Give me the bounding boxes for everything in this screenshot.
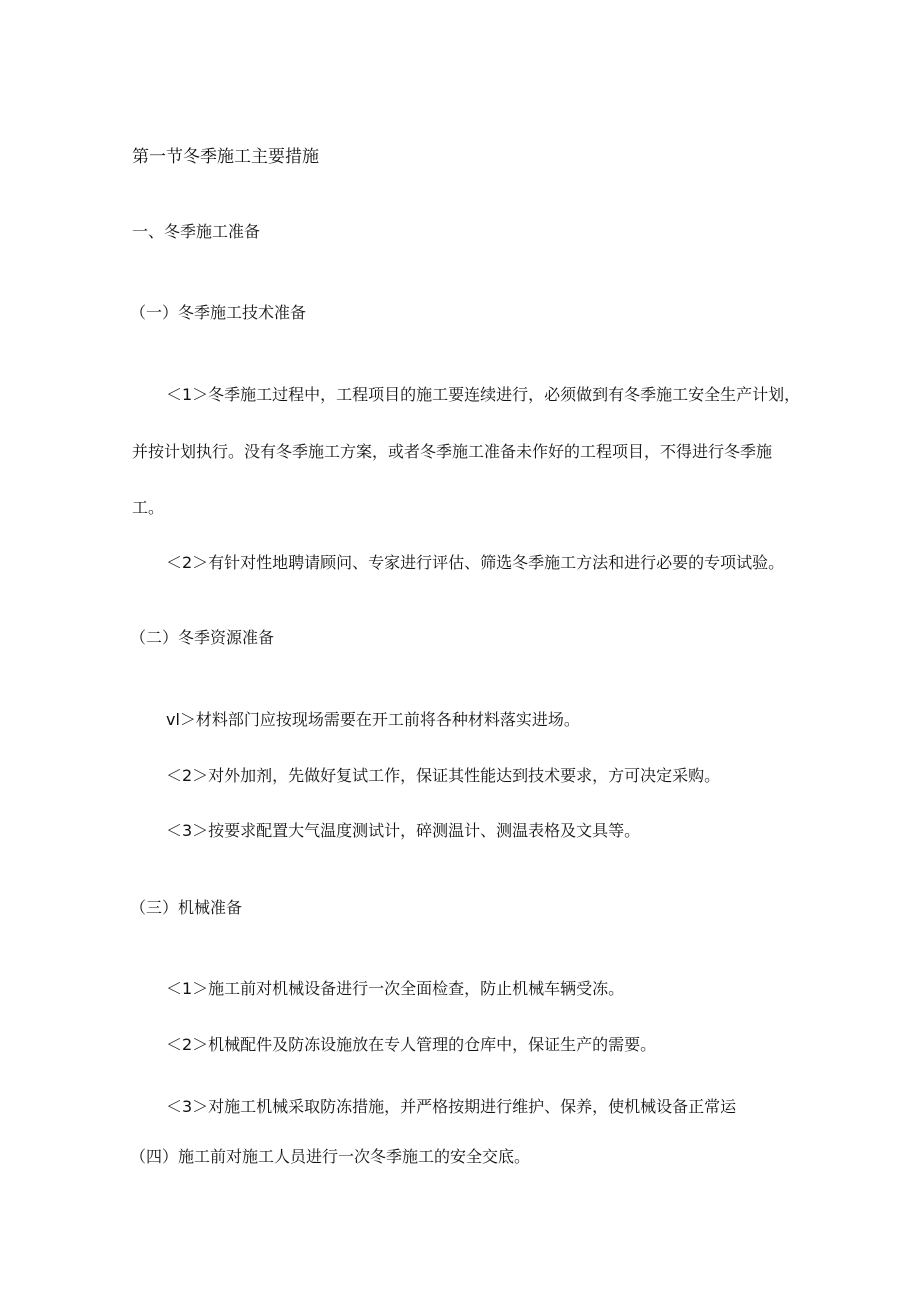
subsection-heading-1: （一）冬季施工技术准备: [130, 303, 307, 322]
section-heading-1: 一、冬季施工准备: [132, 222, 261, 241]
subsection-heading-3: （三）机械准备: [130, 898, 243, 917]
paragraph-2: ＜2＞有针对性地聘请顾问、专家进行评估、筛选冬季施工方法和进行必要的专项试验。: [166, 553, 785, 572]
list-item: ＜3＞对施工机械采取防冻措施，并严格按期进行维护、保养，使机械设备正常运: [166, 1097, 737, 1116]
paragraph-1-line-1: ＜1＞冬季施工过程中，工程项目的施工要连续进行，必须做到有冬季施工安全生产计划，: [166, 385, 801, 404]
list-item: ＜1＞施工前对机械设备进行一次全面检查，防止机械车辆受冻。: [166, 979, 625, 998]
subsection-heading-2: （二）冬季资源准备: [130, 628, 275, 647]
list-item: ＜3＞按要求配置大气温度测试计，碎测温计、测温表格及文具等。: [166, 821, 641, 840]
subsection-heading-4: （四）施工前对施工人员进行一次冬季施工的安全交底。: [130, 1147, 531, 1166]
paragraph-1-line-3: 工。: [132, 498, 165, 517]
list-item: ＜2＞机械配件及防冻设施放在专人管理的仓库中，保证生产的需要。: [166, 1035, 657, 1054]
paragraph-1-line-2: 并按计划执行。没有冬季施工方案，或者冬季施工准备未作好的工程项目，不得进行冬季施: [132, 442, 773, 461]
page-title: 第一节冬季施工主要措施: [132, 147, 319, 167]
list-item: ＜2＞对外加剂，先做好复试工作，保证其性能达到技术要求，方可决定采购。: [166, 766, 721, 785]
list-item: vl＞材料部门应按现场需要在开工前将各种材料落实进场。: [166, 710, 580, 729]
